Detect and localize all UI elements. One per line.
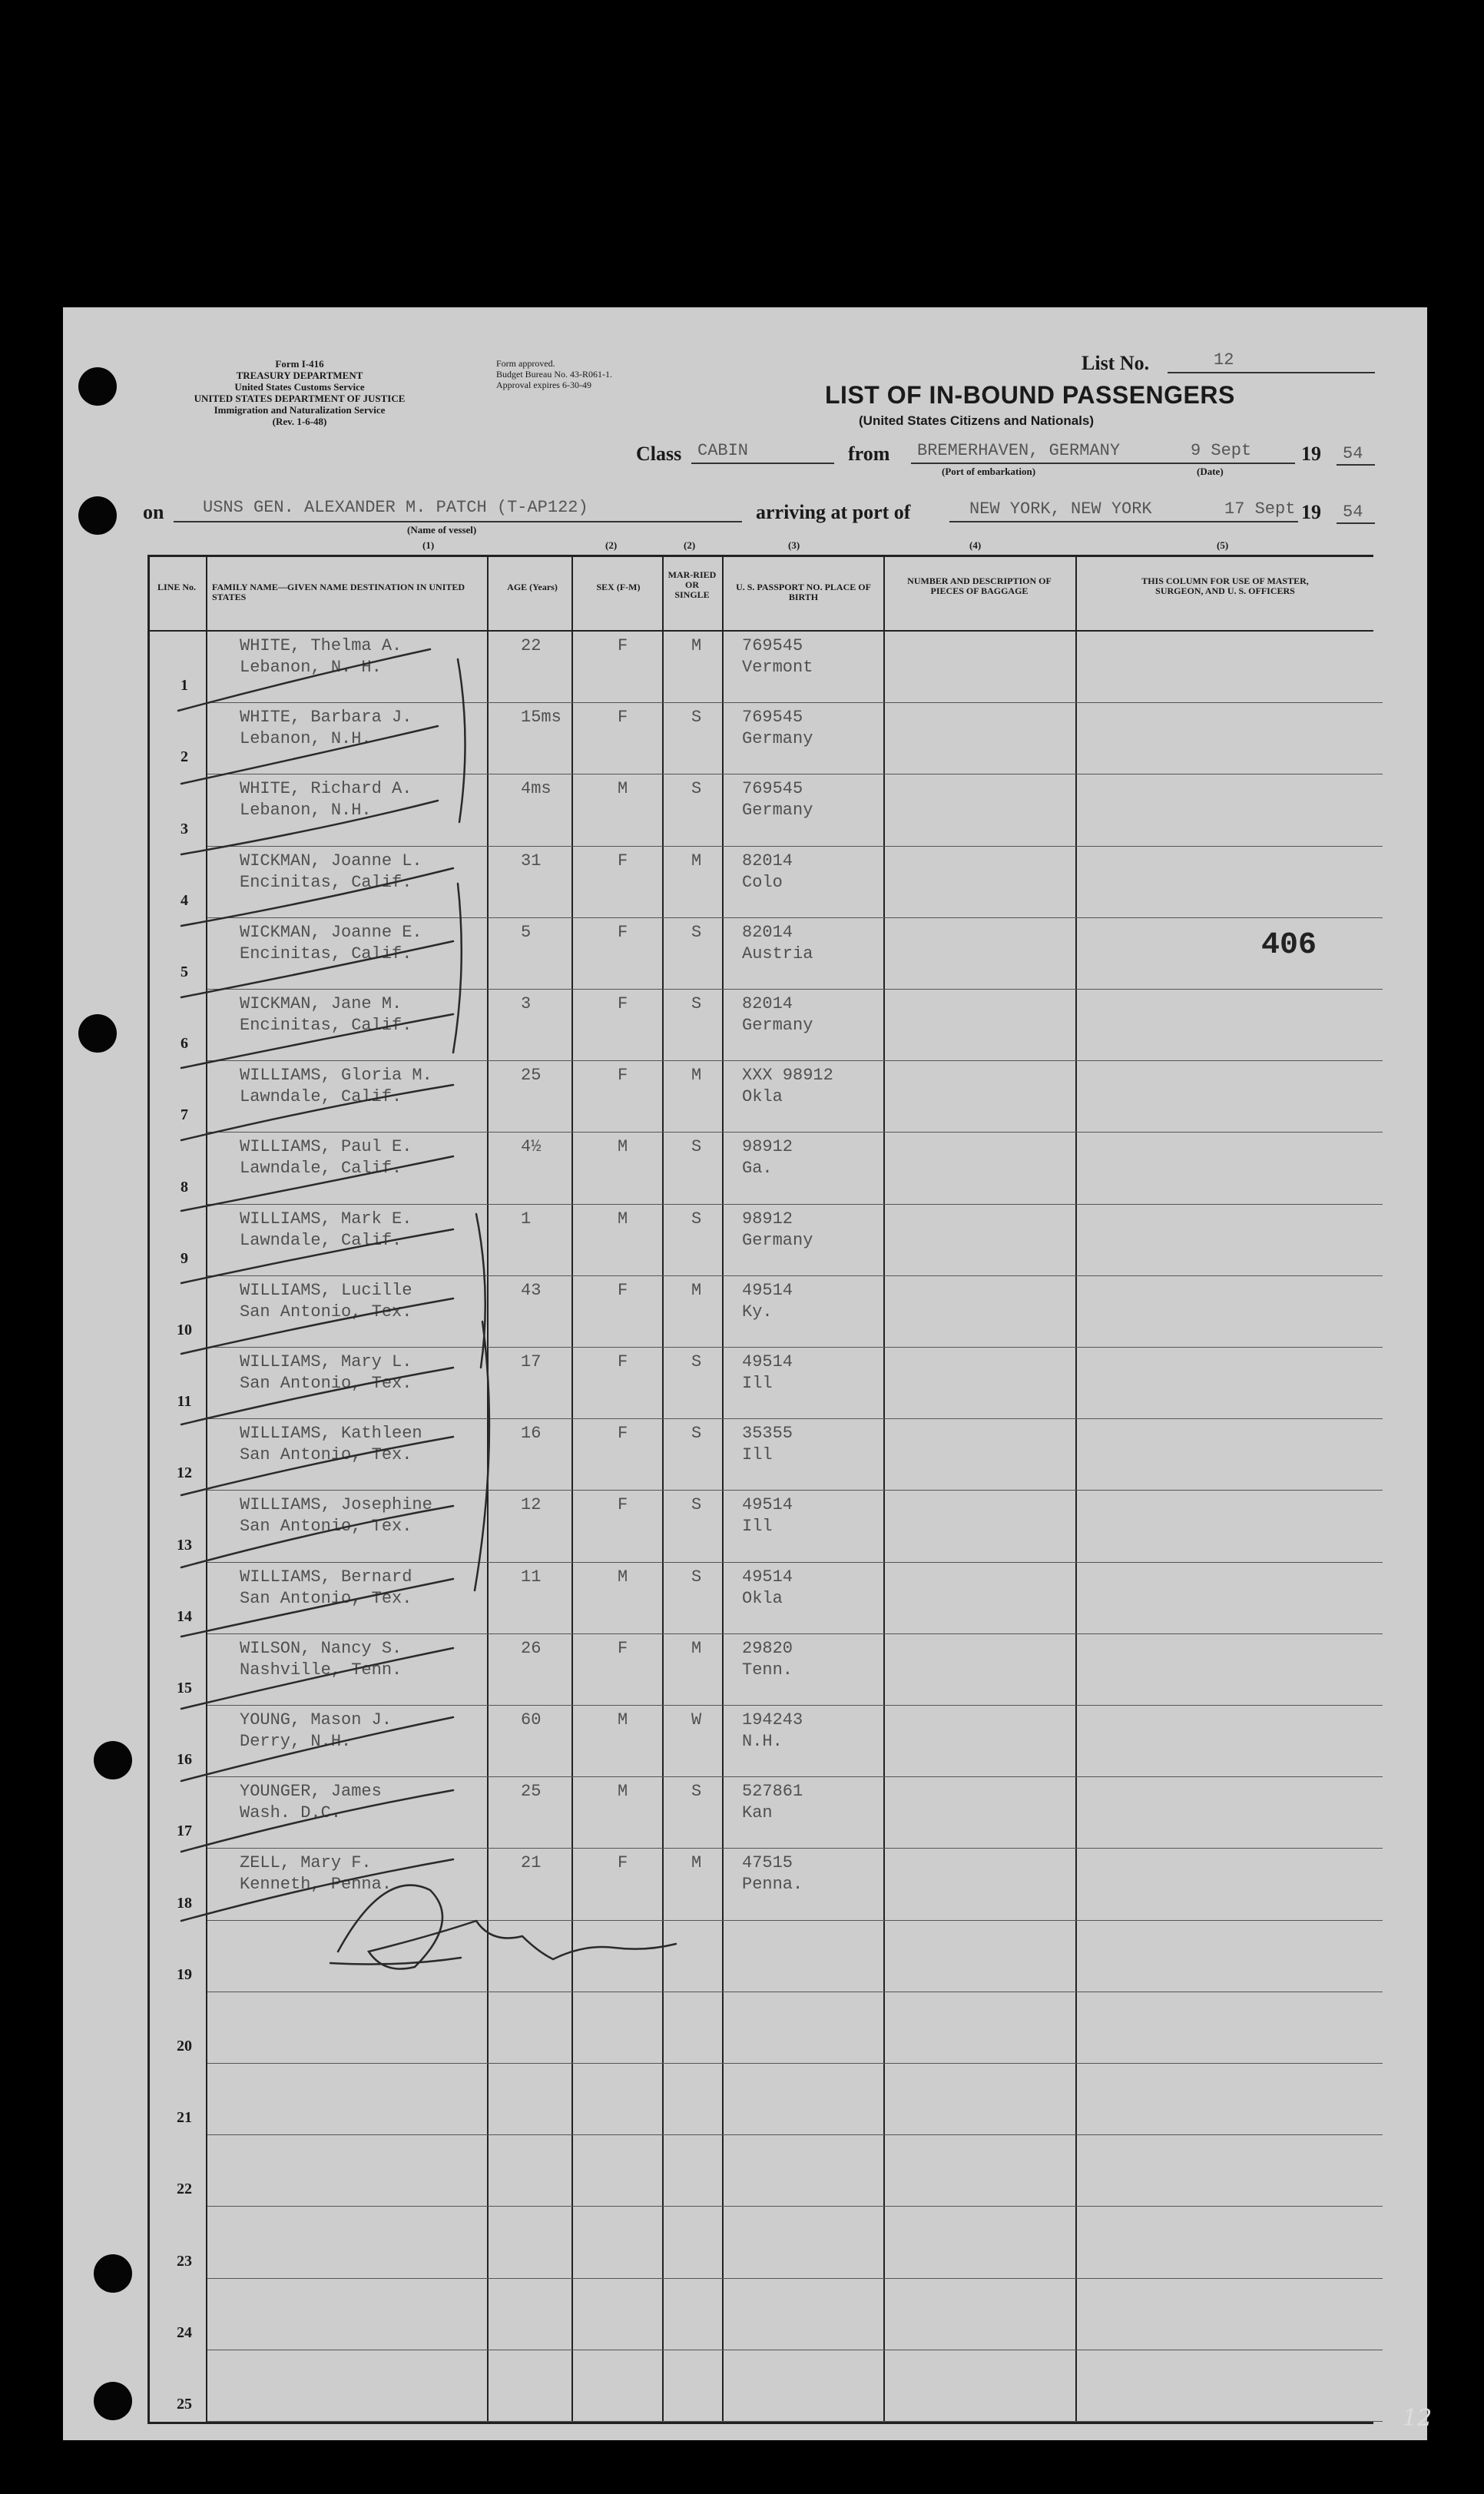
line-number: 20 [177, 2038, 192, 2055]
age: 21 [521, 1853, 542, 1873]
passport-number: 194243 [742, 1710, 803, 1730]
col-passport-header: U. S. PASSPORT NO. PLACE OF BIRTH [736, 582, 871, 602]
marital-status: S [691, 922, 702, 942]
passport-number: 527861 [742, 1782, 803, 1802]
from-port: BREMERHAVEN, GERMANY [917, 441, 1121, 460]
place-of-birth: Ga. [742, 1159, 773, 1179]
marital-status: M [691, 1853, 702, 1873]
check-mark [181, 1156, 453, 1211]
list-no-value: 12 [1214, 350, 1234, 370]
sex: M [618, 1137, 628, 1157]
sex: F [618, 636, 628, 655]
passenger-name: WICKMAN, Joanne L. [240, 851, 422, 871]
sex: F [618, 1352, 628, 1371]
check-mark [181, 1506, 453, 1567]
destination: San Antonio, Tex. [240, 1445, 412, 1465]
col-officers-header: THIS COLUMN FOR USE OF MASTER, SURGEON, AND U. S. OFFICERS [1141, 575, 1309, 596]
line-number: 17 [177, 1822, 192, 1840]
marital-status: S [691, 1495, 702, 1515]
check-mark [181, 868, 453, 926]
destination: Lawndale, Calif. [240, 1087, 402, 1107]
line-number: 14 [177, 1607, 192, 1625]
age: 3 [521, 994, 532, 1013]
line-number: 25 [177, 2396, 192, 2413]
passport-number: 49514 [742, 1567, 793, 1587]
stamp-number: 406 [1261, 928, 1317, 963]
destination: Nashville, Tenn. [240, 1660, 402, 1680]
destination: San Antonio, Tex. [240, 1374, 412, 1393]
age: 43 [521, 1280, 542, 1300]
place-of-birth: Germany [742, 1016, 813, 1035]
destination: Encinitas, Calif. [240, 872, 412, 892]
check-mark [181, 1437, 453, 1495]
passenger-name: WILLIAMS, Kathleen [240, 1424, 422, 1444]
treasury-dept: TREASURY DEPARTMENT [236, 370, 363, 381]
check-mark [181, 1790, 453, 1852]
line-number: 12 [177, 1464, 192, 1482]
marital-status: M [691, 1280, 702, 1300]
list-no-label: List No. [1082, 352, 1150, 374]
budget-no: Budget Bureau No. 43-R061-1. [496, 369, 612, 380]
passport-number: 29820 [742, 1638, 793, 1658]
colnum-4: (4) [969, 539, 982, 551]
place-of-birth: Penna. [742, 1875, 803, 1895]
marital-status: M [691, 1638, 702, 1658]
place-of-birth: Vermont [742, 658, 813, 677]
line-number: 23 [177, 2252, 192, 2270]
approval-expires: Approval expires 6-30-49 [496, 380, 591, 390]
arrival-year-prefix: 19 [1301, 501, 1321, 523]
signature-underline [330, 1958, 461, 1964]
passport-number: 82014 [742, 851, 793, 871]
marital-status: M [691, 851, 702, 871]
page-mark: 12 [1403, 2405, 1433, 2432]
place-of-birth: Okla [742, 1588, 783, 1608]
destination: San Antonio, Tex. [240, 1302, 412, 1322]
marital-status: S [691, 1567, 702, 1587]
marital-status: S [691, 1424, 702, 1444]
marital-status: W [691, 1710, 702, 1730]
age: 5 [521, 922, 532, 942]
place-of-birth: Germany [742, 1230, 813, 1250]
marital-status: S [691, 779, 702, 799]
arriving-label: arriving at port of [756, 501, 911, 523]
colnum-2b: (2) [684, 539, 696, 551]
line-number: 6 [181, 1035, 188, 1053]
destination: Kenneth, Penna. [240, 1875, 393, 1895]
passenger-name: YOUNG, Mason J. [240, 1710, 393, 1730]
passport-number: 47515 [742, 1853, 793, 1873]
class-value: CABIN [697, 441, 749, 460]
age: 26 [521, 1638, 542, 1658]
place-of-birth: Tenn. [742, 1660, 793, 1680]
place-of-birth: Germany [742, 729, 813, 749]
age: 12 [521, 1495, 542, 1515]
passenger-name: WHITE, Richard A. [240, 779, 412, 799]
passenger-name: WICKMAN, Jane M. [240, 994, 402, 1013]
marital-status: S [691, 1782, 702, 1802]
age: 31 [521, 851, 542, 871]
colnum-1: (1) [422, 539, 435, 551]
check-mark [181, 1717, 453, 1781]
vessel-name-label: (Name of vessel) [407, 524, 477, 536]
line-number: 19 [177, 1965, 192, 1983]
place-of-birth: N.H. [742, 1732, 783, 1751]
passenger-name: WILLIAMS, Gloria M. [240, 1066, 432, 1086]
line-number: 8 [181, 1178, 188, 1196]
check-mark [181, 1014, 453, 1068]
col-married-header: MAR-RIED OR SINGLE [667, 569, 717, 600]
passenger-name: WILLIAMS, Josephine [240, 1495, 432, 1515]
check-mark [181, 941, 453, 997]
passport-number: 98912 [742, 1209, 793, 1229]
page-title: LIST OF IN-BOUND PASSENGERS [825, 381, 1235, 409]
age: 15ms [521, 708, 561, 728]
sex: F [618, 1495, 628, 1515]
sex: F [618, 1853, 628, 1873]
place-of-birth: Ill [742, 1374, 773, 1393]
age: 25 [521, 1782, 542, 1802]
line-number: 21 [177, 2109, 192, 2127]
class-label: Class [636, 443, 682, 465]
colnum-3: (3) [788, 539, 800, 551]
place-of-birth: Ky. [742, 1302, 773, 1322]
page-subtitle: (United States Citizens and Nationals) [859, 413, 1095, 428]
sex: F [618, 1424, 628, 1444]
line-number: 2 [181, 748, 188, 766]
passenger-name: ZELL, Mary F. [240, 1853, 372, 1873]
check-mark [181, 1085, 453, 1140]
form-number: Form I-416 [275, 358, 324, 370]
col-name-header: FAMILY NAME—GIVEN NAME DESTINATION IN UNITED STATES [212, 582, 465, 602]
form-approved: Form approved. [496, 358, 555, 369]
destination: Lebanon, N. H. [240, 658, 382, 677]
destination: Lawndale, Calif. [240, 1159, 402, 1179]
marital-status: S [691, 1352, 702, 1371]
passenger-name: YOUNGER, James [240, 1782, 382, 1802]
sex: M [618, 1567, 628, 1587]
place-of-birth: Ill [742, 1517, 773, 1537]
revision: (Rev. 1-6-48) [272, 416, 327, 427]
destination: Encinitas, Calif. [240, 1016, 412, 1035]
customs-service: United States Customs Service [234, 381, 365, 393]
sex: M [618, 1782, 628, 1802]
sex: M [618, 779, 628, 799]
passenger-name: WHITE, Thelma A. [240, 636, 402, 655]
destination: Lebanon, N.H. [240, 801, 372, 821]
passport-number: 49514 [742, 1495, 793, 1515]
check-mark [181, 1648, 453, 1709]
marital-status: S [691, 994, 702, 1013]
line-number: 18 [177, 1894, 192, 1912]
passport-number: 35355 [742, 1424, 793, 1444]
arrival-date: 17 Sept [1224, 499, 1296, 519]
check-mark [181, 1229, 453, 1283]
destination: Encinitas, Calif. [240, 944, 412, 963]
date-label: (Date) [1197, 466, 1224, 477]
check-mark [181, 726, 438, 784]
col-age-header: AGE (Years) [507, 582, 558, 592]
marital-status: M [691, 636, 702, 655]
colnum-2a: (2) [605, 539, 618, 551]
passenger-name: WILLIAMS, Paul E. [240, 1137, 412, 1157]
line-number: 9 [181, 1249, 188, 1267]
bracket-mark [458, 659, 465, 822]
arrival-year: 54 [1343, 502, 1363, 522]
marital-status: S [691, 1209, 702, 1229]
arrival-port: NEW YORK, NEW YORK [969, 499, 1152, 519]
age: 17 [521, 1352, 542, 1371]
on-label: on [143, 501, 164, 523]
check-mark [181, 1579, 453, 1637]
sex: F [618, 708, 628, 728]
line-number: 5 [181, 963, 188, 980]
destination: Lawndale, Calif. [240, 1230, 402, 1250]
passport-number: 82014 [742, 922, 793, 942]
passport-number: XXX 98912 [742, 1066, 833, 1086]
bracket-mark [453, 884, 462, 1053]
age: 60 [521, 1710, 542, 1730]
sex: F [618, 1638, 628, 1658]
place-of-birth: Germany [742, 801, 813, 821]
line-number: 15 [177, 1680, 192, 1696]
passport-number: 82014 [742, 994, 793, 1013]
place-of-birth: Austria [742, 944, 813, 963]
line-number: 24 [177, 2323, 192, 2341]
ins: Immigration and Naturalization Service [214, 404, 386, 416]
line-number: 22 [177, 2181, 192, 2198]
line-number: 10 [177, 1322, 192, 1338]
age: 4ms [521, 779, 552, 799]
marital-status: M [691, 1066, 702, 1086]
sex: F [618, 994, 628, 1013]
line-number: 13 [177, 1536, 192, 1554]
passport-number: 769545 [742, 779, 803, 799]
passenger-name: WICKMAN, Joanne E. [240, 922, 422, 942]
place-of-birth: Kan [742, 1803, 773, 1823]
vessel-name: USNS GEN. ALEXANDER M. PATCH (T-AP122) [203, 498, 588, 517]
year-prefix: 19 [1301, 443, 1321, 465]
age: 25 [521, 1066, 542, 1086]
passenger-name: WILSON, Nancy S. [240, 1638, 402, 1658]
marital-status: S [691, 708, 702, 728]
place-of-birth: Colo [742, 872, 783, 892]
passenger-name: WILLIAMS, Bernard [240, 1567, 412, 1587]
colnum-5: (5) [1217, 539, 1229, 551]
passenger-name: WILLIAMS, Mary L. [240, 1352, 412, 1371]
age: 1 [521, 1209, 532, 1229]
line-number: 16 [177, 1751, 192, 1769]
passenger-name: WILLIAMS, Mark E. [240, 1209, 412, 1229]
col-line-header: LINE No. [157, 582, 196, 592]
line-number: 1 [181, 677, 188, 695]
place-of-birth: Okla [742, 1087, 783, 1107]
passenger-name: WILLIAMS, Lucille [240, 1280, 412, 1300]
age: 4½ [521, 1137, 542, 1157]
destination: San Antonio, Tex. [240, 1588, 412, 1608]
passport-number: 769545 [742, 708, 803, 728]
destination: Derry, N.H. [240, 1732, 352, 1751]
line-number: 4 [181, 891, 188, 909]
destination: Wash. D.C. [240, 1803, 342, 1823]
sex: F [618, 1066, 628, 1086]
sex: F [618, 851, 628, 871]
age: 22 [521, 636, 542, 655]
from-label: from [848, 443, 890, 465]
age: 11 [521, 1567, 542, 1587]
passport-number: 769545 [742, 636, 803, 655]
age: 16 [521, 1424, 542, 1444]
from-date: 9 Sept [1191, 441, 1252, 460]
check-mark [181, 801, 438, 854]
check-mark [181, 1368, 453, 1424]
check-mark [181, 1859, 453, 1921]
col-sex-header: SEX (F-M) [596, 582, 641, 592]
line-number: 11 [177, 1393, 192, 1411]
line-number: 7 [181, 1106, 188, 1124]
year-value: 54 [1343, 444, 1363, 463]
sex: F [618, 922, 628, 942]
line-number: 3 [181, 820, 188, 837]
passenger-name: WHITE, Barbara J. [240, 708, 412, 728]
passport-number: 49514 [742, 1280, 793, 1300]
col-baggage-header: NUMBER AND DESCRIPTION OF PIECES OF BAGGAGE [907, 575, 1052, 596]
signature [338, 1885, 676, 1969]
place-of-birth: Ill [742, 1445, 773, 1465]
check-mark [181, 1298, 453, 1354]
port-embarkation-label: (Port of embarkation) [942, 466, 1036, 477]
destination: San Antonio, Tex. [240, 1517, 412, 1537]
passport-number: 98912 [742, 1137, 793, 1157]
sex: M [618, 1209, 628, 1229]
sex: F [618, 1280, 628, 1300]
marital-status: S [691, 1137, 702, 1157]
doj: UNITED STATES DEPARTMENT OF JUSTICE [194, 393, 406, 404]
passport-number: 49514 [742, 1352, 793, 1371]
check-mark [178, 649, 430, 711]
sex: M [618, 1710, 628, 1730]
destination: Lebanon, N.H. [240, 729, 372, 749]
bracket-mark [476, 1214, 485, 1368]
